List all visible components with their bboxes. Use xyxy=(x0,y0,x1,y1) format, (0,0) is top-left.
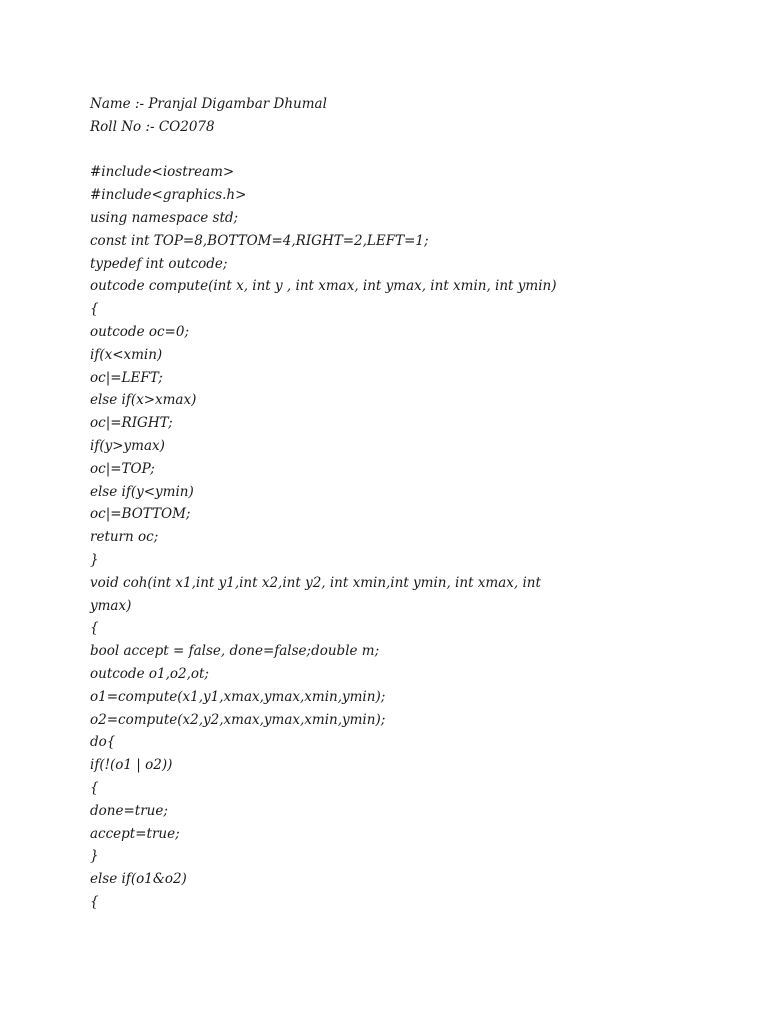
code-line: } xyxy=(90,551,99,568)
code-line: else if(y<ymin) xyxy=(90,483,194,500)
code-line: done=true; xyxy=(90,802,168,819)
code-line: do{ xyxy=(90,734,116,751)
code-block xyxy=(90,161,730,913)
code-line: { xyxy=(90,620,99,637)
code-line: { xyxy=(90,893,99,910)
code-line: ymax) xyxy=(90,597,132,614)
roll-number: Roll No :- CO2078 xyxy=(90,118,215,135)
code-line: oc|=RIGHT; xyxy=(90,415,173,432)
code-line: outcode o1,o2,ot; xyxy=(90,665,209,682)
document-content xyxy=(90,93,730,914)
code-line: const int TOP=8,BOTTOM=4,RIGHT=2,LEFT=1; xyxy=(90,232,429,249)
code-line: accept=true; xyxy=(90,825,180,842)
code-line: { xyxy=(90,779,99,796)
code-line: oc|=TOP; xyxy=(90,460,155,477)
code-line: if(y>ymax) xyxy=(90,437,165,454)
code-line: #include<iostream> xyxy=(90,164,235,181)
code-line: outcode oc=0; xyxy=(90,323,189,340)
code-line: #include<graphics.h> xyxy=(90,187,247,204)
code-line: else if(x>xmax) xyxy=(90,392,197,409)
code-line: } xyxy=(90,848,99,865)
code-line: void coh(int x1,int y1,int x2,int y2, int xmin,int ymin, int xmax, int xyxy=(90,574,541,591)
blank-line xyxy=(90,139,730,162)
code-line: o1=compute(x1,y1,xmax,ymax,xmin,ymin); xyxy=(90,688,386,705)
code-line: o2=compute(x2,y2,xmax,ymax,xmin,ymin); xyxy=(90,711,386,728)
code-line: oc|=LEFT; xyxy=(90,369,163,386)
code-line: if(!(o1 | o2)) xyxy=(90,757,173,774)
code-line: return oc; xyxy=(90,529,159,546)
code-line: oc|=BOTTOM; xyxy=(90,506,191,523)
author-name: Name :- Pranjal Digambar Dhumal xyxy=(90,96,327,112)
code-line: if(x<xmin) xyxy=(90,346,163,363)
code-line: using namespace std; xyxy=(90,209,239,226)
code-line: bool accept = false, done=false;double m; xyxy=(90,643,380,660)
code-line: outcode compute(int x, int y , int xmax, int ymax, int xmin, int ymin) xyxy=(90,278,557,295)
code-line: typedef int outcode; xyxy=(90,255,228,272)
code-line: { xyxy=(90,301,99,318)
code-line: else if(o1&o2) xyxy=(90,871,187,888)
